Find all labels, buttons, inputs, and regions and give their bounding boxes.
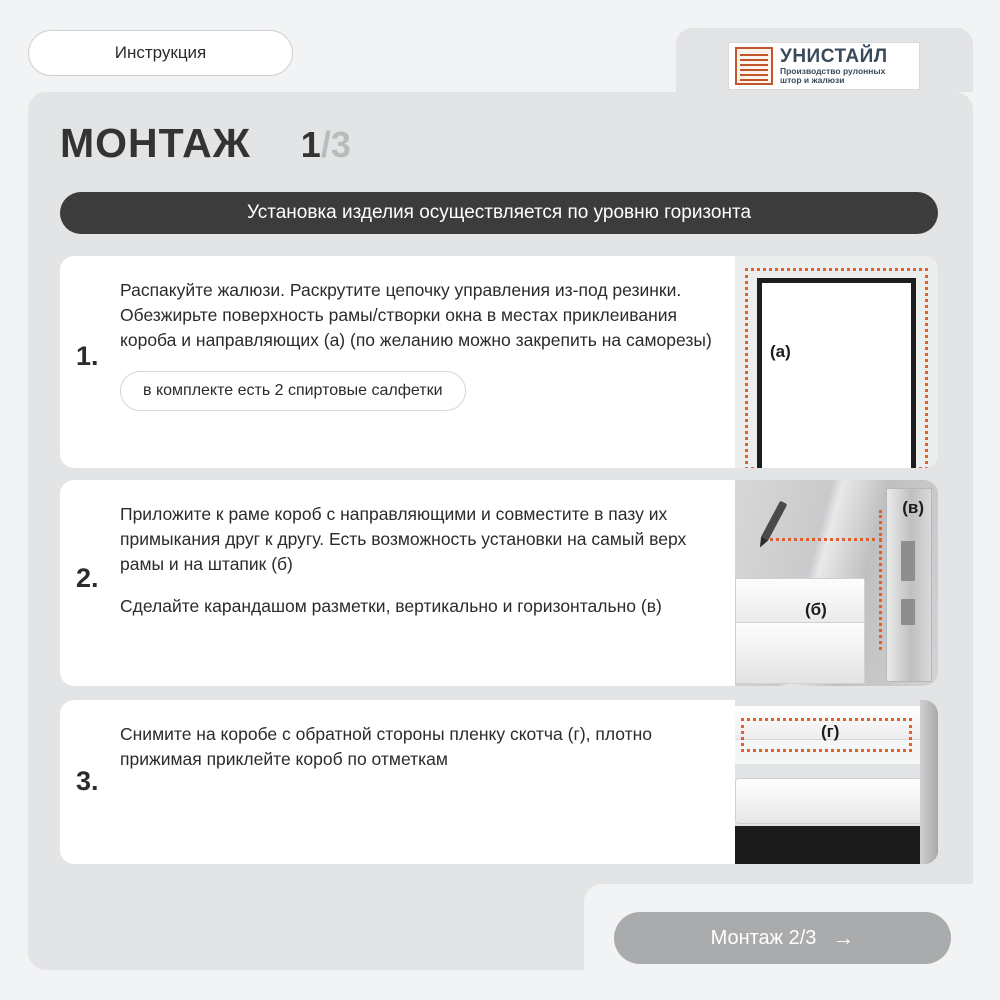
step-card-3 bbox=[60, 700, 938, 864]
step-body-1 bbox=[120, 278, 728, 411]
step-card-1 bbox=[60, 256, 938, 468]
step-separator: / bbox=[320, 124, 331, 165]
image-label-g: (г) bbox=[821, 722, 840, 741]
step-image-3 bbox=[735, 700, 938, 864]
logo-card bbox=[676, 28, 973, 92]
brand-subtitle-1: Производство рулонных bbox=[780, 66, 886, 77]
step-text-2b: Сделайте карандашом разметки, вертикально и горизонтально (в) bbox=[120, 595, 662, 616]
next-step-label: Монтаж 2/3 bbox=[710, 926, 817, 949]
step-number-1: 1. bbox=[76, 341, 99, 371]
step-current: 1 bbox=[300, 124, 321, 165]
step-image-2 bbox=[735, 480, 938, 686]
next-step-button[interactable] bbox=[614, 912, 951, 964]
image-label-b: (б) bbox=[805, 600, 827, 619]
brand-subtitle-2: штор и жалюзи bbox=[780, 74, 845, 85]
step-counter bbox=[301, 124, 351, 166]
step-pill-1: в комплекте есть 2 спиртовые салфетки bbox=[120, 371, 466, 411]
step-card-2 bbox=[60, 480, 938, 686]
blinds-icon bbox=[735, 47, 773, 85]
image-label-v: (в) bbox=[902, 498, 924, 517]
brand-name: УНИСТАЙЛ bbox=[780, 46, 888, 68]
pencil-icon bbox=[761, 501, 788, 542]
page-title-row bbox=[60, 120, 351, 167]
banner-note-label: Установка изделия осуществляется по уровню горизонта bbox=[246, 202, 752, 223]
step-text-3: Снимите на коробе с обратной стороны пленку скотча (г), плотно прижимая приклейте короб по отметкам bbox=[120, 724, 653, 769]
banner-note bbox=[60, 192, 938, 234]
step-number-2: 2. bbox=[76, 563, 99, 593]
step-text-2a: Приложите к раме короб с направляющими и совместите в пазу их примыкания друг к другу. Есть возможность установки на самый верх рамы и на штапик (б) bbox=[120, 504, 687, 574]
brand-text bbox=[780, 47, 888, 85]
step-text-1: Распакуйте жалюзи. Раскрутите цепочку управления из-под резинки. Обезжирьте поверхность рамы/створки окна в местах приклеивания короба и направляющих (а) (по желанию можно закрепить на саморезы) bbox=[120, 280, 712, 350]
step-image-1 bbox=[735, 256, 938, 468]
content-panel bbox=[28, 92, 973, 970]
tab-instruction-label: Инструкция bbox=[114, 43, 207, 62]
step-body-2 bbox=[120, 502, 728, 618]
step-number-3: 3. bbox=[76, 766, 99, 796]
tab-instruction[interactable] bbox=[28, 30, 293, 76]
footer-area bbox=[584, 884, 973, 990]
image-label-a: (а) bbox=[770, 342, 791, 361]
step-body-3 bbox=[120, 722, 728, 772]
arrow-right-icon: → bbox=[832, 925, 855, 950]
page-title: МОНТАЖ bbox=[60, 120, 251, 166]
step-total: 3 bbox=[330, 124, 351, 165]
brand-logo bbox=[728, 42, 920, 90]
